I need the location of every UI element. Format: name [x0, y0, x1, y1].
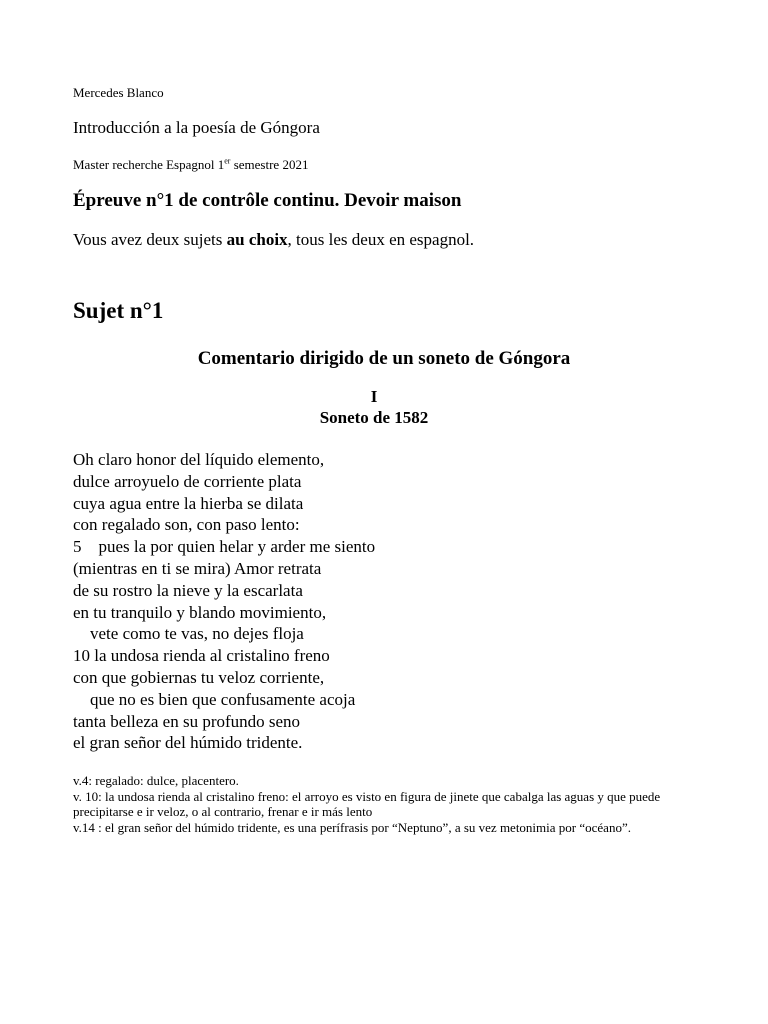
- poem-line: 5 pues la por quien helar y arder me siento: [73, 537, 376, 557]
- course-title: Introducción a la poesía de Góngora: [73, 118, 320, 137]
- poem-line: dulce arroyuelo de corriente plata: [73, 471, 302, 491]
- ordinal-suffix: er: [224, 156, 231, 166]
- poem-line: con regalado son, con paso lento:: [73, 515, 300, 535]
- instructions-line: [73, 230, 474, 250]
- poem-line: el gran señor del húmido tridente.: [73, 733, 303, 753]
- sonnet-poem: [73, 449, 375, 754]
- poem-line: (mientras en ti se mira) Amor retrata: [73, 558, 322, 578]
- author-name: Mercedes Blanco: [73, 85, 164, 100]
- poem-line: con que gobiernas tu veloz corriente,: [73, 667, 325, 687]
- footnote: v.14 : el gran señor del húmido tridente, es una perífrasis por “Neptuno”, a su vez metonimia por “océano”.: [73, 819, 631, 835]
- semester-text: semestre 2021: [230, 157, 309, 172]
- sonnet-title: Soneto de 1582: [319, 408, 429, 427]
- sonnet-numeral: I: [370, 387, 378, 406]
- instructions-emphasis: au choix: [226, 230, 288, 249]
- commentary-heading: Comentario dirigido de un soneto de Góngora: [197, 348, 571, 369]
- program-prefix: Master recherche Espagnol 1: [73, 157, 225, 172]
- poem-line: de su rostro la nieve y la escarlata: [73, 580, 303, 600]
- subject-heading: Sujet n°1: [73, 298, 164, 323]
- poem-line: cuya agua entre la hierba se dilata: [73, 493, 304, 513]
- footnotes: [73, 773, 673, 835]
- exam-title: Épreuve n°1 de contrôle continu. Devoir maison: [73, 190, 462, 211]
- footnote: v.4: regalado: dulce, placentero.: [73, 773, 239, 788]
- poem-line: vete como te vas, no dejes floja: [73, 624, 304, 644]
- footnote: v. 10: la undosa rienda al cristalino freno: el arroyo es visto en figura de jinete que cabalga las aguas y que puede precipitarse e ir veloz, o al contrario, frenar e ir más lento: [73, 788, 661, 820]
- poem-line: en tu tranquilo y blando movimiento,: [73, 602, 327, 622]
- poem-line: tanta belleza en su profundo seno: [73, 711, 301, 731]
- instructions-text-before: Vous avez deux sujets: [73, 230, 227, 249]
- program-semester-line: [73, 157, 308, 173]
- poem-line: que no es bien que confusamente acoja: [73, 689, 356, 709]
- poem-line: Oh claro honor del líquido elemento,: [73, 450, 325, 469]
- poem-line: 10 la undosa rienda al cristalino freno: [73, 646, 330, 666]
- instructions-text-after: , tous les deux en espagnol.: [287, 230, 475, 249]
